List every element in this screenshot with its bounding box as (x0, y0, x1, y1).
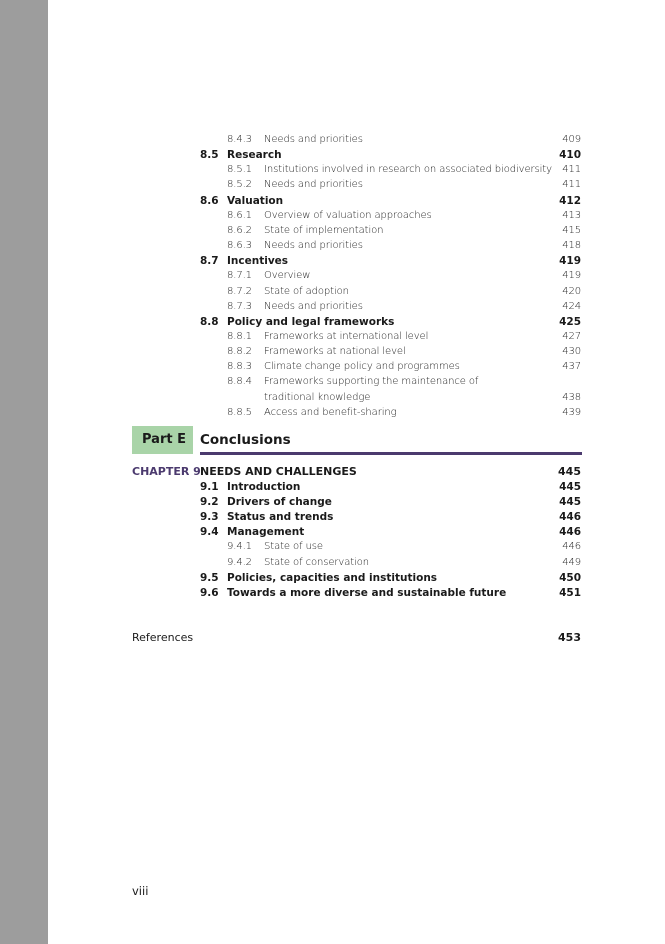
toc-entry-page: 425 (559, 315, 581, 328)
toc-entry-number: 9.1 (200, 481, 219, 493)
toc-entry-page: 446 (562, 541, 581, 553)
toc-entry-number: 8.8.4 (227, 376, 252, 388)
toc-entry-number: 8.5.1 (227, 164, 252, 176)
toc-entry-title[interactable]: Frameworks supporting the maintenance of (264, 376, 479, 388)
toc-entry-title[interactable]: Research (227, 149, 282, 162)
toc-entry-title[interactable]: Frameworks at national level (264, 346, 406, 358)
toc-entry-title[interactable]: Drivers of change (227, 496, 332, 509)
toc-entry-page: 420 (562, 285, 581, 297)
toc-entry-title[interactable]: State of conservation (264, 556, 369, 568)
toc-entry-page: 413 (562, 209, 581, 221)
toc-entry-title[interactable]: State of adoption (264, 285, 349, 297)
toc-entry-number: 8.6.1 (227, 209, 252, 221)
toc-entry-page: 449 (562, 556, 581, 568)
toc-entry-number: 8.5 (200, 149, 219, 162)
toc-entry-number: 8.8.5 (227, 406, 252, 418)
chapter-page-number: 445 (558, 465, 581, 478)
toc-entry-title[interactable]: Frameworks at international level (264, 330, 429, 342)
toc-entry-page: 439 (562, 406, 581, 418)
toc-entry-number: 9.4.1 (227, 541, 252, 553)
toc-entry-page: 410 (559, 149, 581, 162)
toc-entry-page: 437 (562, 361, 581, 373)
toc-entry-number: 8.6.3 (227, 240, 252, 252)
toc-entry-page: 427 (562, 330, 581, 342)
toc-entry-number: 8.8.3 (227, 361, 252, 373)
toc-entry-page: 409 (562, 134, 581, 145)
references-page-number: 453 (558, 631, 581, 644)
toc-entry-title[interactable]: Overview of valuation approaches (264, 209, 432, 221)
toc-entry-number: 9.5 (200, 571, 219, 584)
toc-entry-title[interactable]: Needs and priorities (264, 300, 363, 312)
toc-entry-number: 8.5.2 (227, 179, 252, 191)
left-margin-strip (0, 0, 48, 944)
toc-entry-title[interactable]: Introduction (227, 481, 301, 493)
toc-entry-number: 9.4 (200, 526, 219, 539)
toc-entry-title[interactable]: Management (227, 526, 305, 539)
toc-entry-page: 412 (559, 194, 581, 207)
toc-entry-number: 8.4.3 (227, 134, 252, 145)
page-number: viii (132, 884, 149, 898)
toc-entry-title[interactable]: Access and benefit-sharing (264, 406, 397, 418)
toc-entry-title[interactable]: Needs and priorities (264, 240, 363, 252)
toc-entry-page: 450 (559, 571, 581, 584)
part-divider (200, 452, 582, 455)
toc-entry-page: 424 (562, 300, 581, 312)
toc-entry-number: 8.8 (200, 315, 219, 328)
part-title: Conclusions (200, 432, 291, 448)
toc-entry-title[interactable]: Needs and priorities (264, 179, 363, 191)
toc-entry-page: 446 (559, 526, 581, 539)
chapter-label: CHAPTER 9 (132, 465, 201, 478)
toc-entry-title[interactable]: Needs and priorities (264, 134, 363, 145)
toc-entry-page: 445 (559, 496, 581, 509)
toc-entry-number: 9.3 (200, 511, 219, 524)
toc-entry-page: 419 (562, 270, 581, 282)
toc-entry-number: 8.7.2 (227, 285, 252, 297)
toc-entry-page: 419 (559, 255, 581, 268)
toc-entry-title[interactable]: Overview (264, 270, 311, 282)
toc-entry-title[interactable]: Policies, capacities and institutions (227, 571, 438, 584)
toc-entry-page: 445 (559, 481, 581, 493)
toc-entry-page: 418 (562, 240, 581, 252)
toc-entry-number: 8.6 (200, 194, 219, 207)
toc-entry-number: 8.7.1 (227, 270, 252, 282)
toc-entry-page: 438 (562, 391, 581, 403)
toc-entry-page: 415 (562, 224, 581, 236)
toc-entry-number: 8.6.2 (227, 224, 252, 236)
toc-entry-title[interactable]: State of implementation (264, 224, 384, 236)
toc-entry-page: 411 (562, 164, 581, 176)
toc-entry-title[interactable]: Climate change policy and programmes (264, 361, 460, 373)
toc-entry-page: 451 (559, 586, 581, 599)
toc-entry-title[interactable]: Valuation (227, 194, 284, 207)
toc-entry-page: 411 (562, 179, 581, 191)
toc-entry-number: 9.4.2 (227, 556, 252, 568)
toc-entry-title[interactable]: Incentives (227, 255, 289, 268)
toc-entry-number: 8.8.2 (227, 346, 252, 358)
toc-entry-title[interactable]: Institutions involved in research on associated biodiversity (264, 164, 552, 176)
chapter-title: NEEDS AND CHALLENGES (200, 465, 357, 478)
part-label: Part E (142, 432, 186, 447)
toc-entry-title[interactable]: Policy and legal frameworks (227, 315, 395, 328)
toc-entry-title[interactable]: traditional knowledge (264, 391, 371, 403)
toc-entry-page: 430 (562, 346, 581, 358)
toc-entry-number: 8.8.1 (227, 330, 252, 342)
toc-entry-number: 9.6 (200, 586, 219, 599)
toc-entry-number: 9.2 (200, 496, 219, 509)
toc-entry-number: 8.7.3 (227, 300, 252, 312)
toc-entry-title[interactable]: State of use (264, 541, 323, 553)
toc-entry-title[interactable]: Towards a more diverse and sustainable future (227, 586, 507, 599)
references-label: References (132, 631, 194, 644)
toc-entry-number: 8.7 (200, 255, 219, 268)
toc-entry-page: 446 (559, 511, 581, 524)
toc-entry-title[interactable]: Status and trends (227, 511, 334, 524)
